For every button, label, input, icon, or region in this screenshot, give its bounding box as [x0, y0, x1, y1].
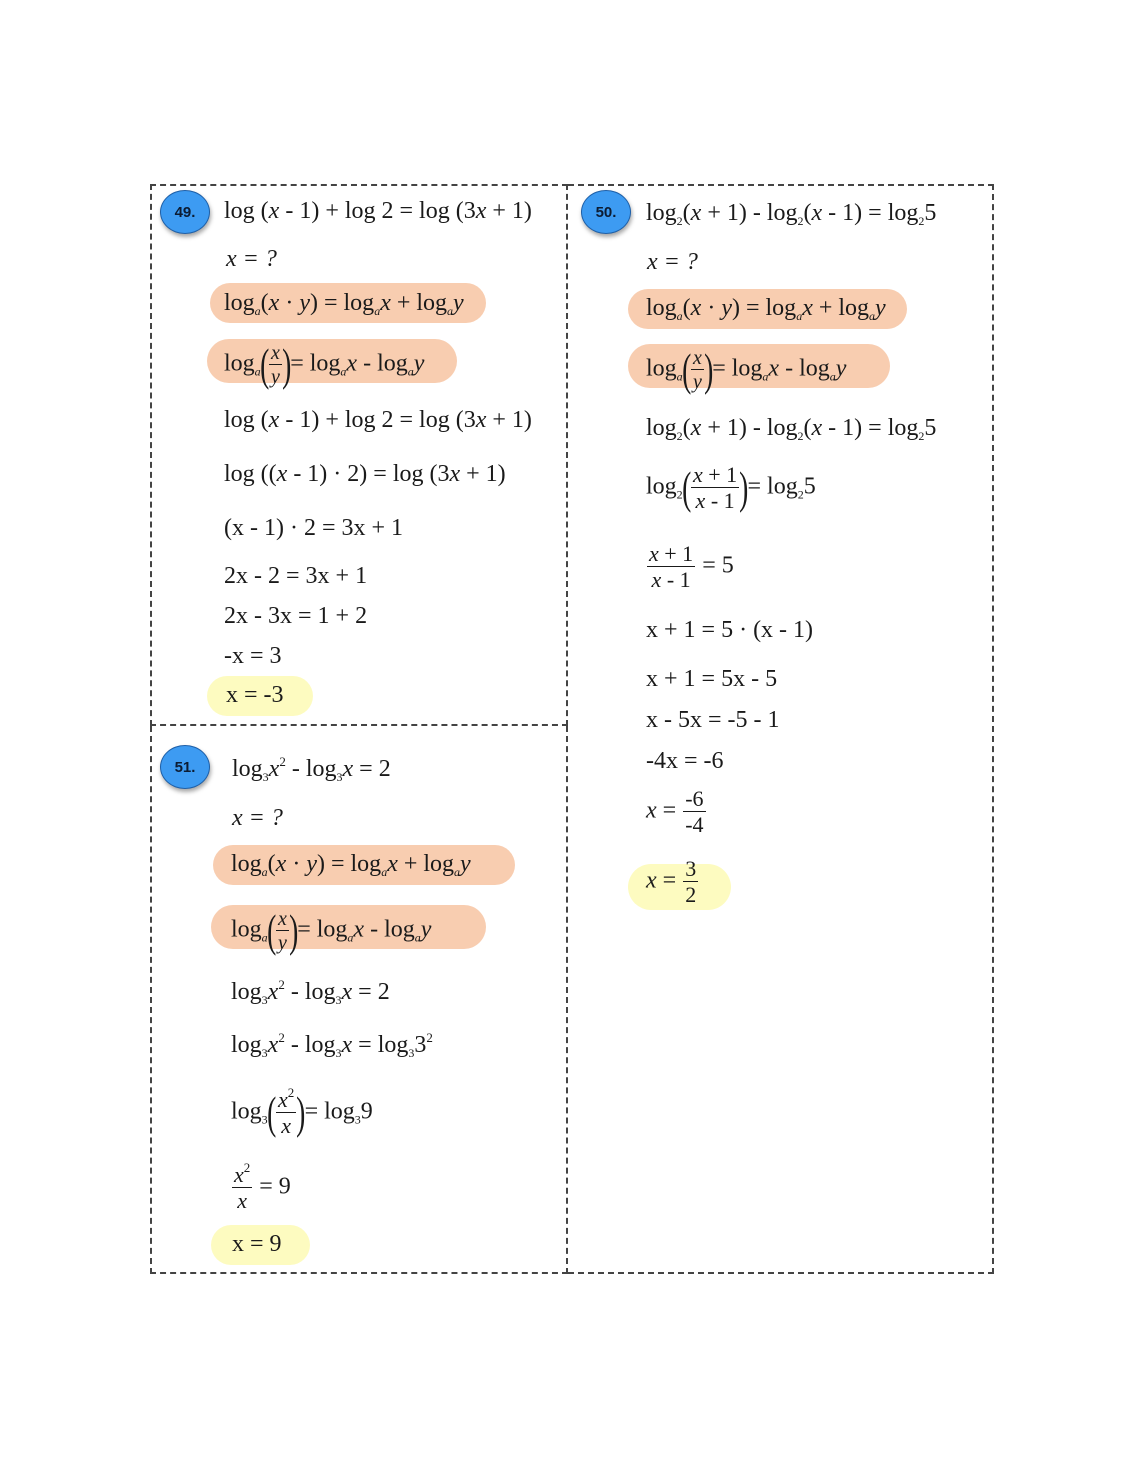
problem-number-badge: 51. [160, 745, 210, 789]
step-line: $\frac{x^2}{x}$ = 9 [234, 1160, 291, 1213]
step-line: (x - 1) · 2 = 3x + 1 [224, 515, 404, 541]
step-line: $\log_3x^2 - \log_3x = \log_33^2$ [231, 1030, 433, 1060]
question-line: x = ? [226, 246, 277, 272]
problem-number-badge: 50. [581, 190, 631, 234]
step-line: log ((x - 1) · 2) = log (3x + 1) [224, 461, 506, 487]
step-line: $\log_2(x + 1) - \log_2(x - 1) = \log_25$ [646, 415, 937, 443]
final-answer: x = $\frac{3}{2}$ [646, 856, 697, 907]
step-line: $\log_3x^2 - \log_3x = 2$ [231, 977, 390, 1007]
step-line: $\log_3$( $\frac{x^2}{x}$ )= $\log_39$ [231, 1085, 373, 1138]
problem-49-panel [150, 184, 568, 726]
quotient-rule: $\log_a$( $\frac{x}{y}$ )= $\log_ax - \log_ay$ [646, 344, 847, 395]
step-line: $\log_2$( $\frac{x + 1}{x - 1}$ )= $\log_25$ [646, 462, 816, 513]
problem-number-badge: 49. [160, 190, 210, 234]
step-line: -x = 3 [224, 643, 282, 669]
question-line: x = ? [647, 249, 698, 275]
step-line: x - 5x = -5 - 1 [646, 707, 780, 733]
step-line: x = $\frac{-6}{-4}$ [646, 786, 704, 837]
step-line: x + 1 = 5x - 5 [646, 666, 778, 692]
quotient-rule: $\log_a$( $\frac{x}{y}$ )= $\log_ax - \log_ay$ [231, 905, 432, 956]
product-rule: $\log_a(x \cdot y) = \log_ax + \log_ay$ [646, 295, 886, 323]
quotient-rule: $\log_a$( $\frac{x}{y}$ )= $\log_ax - \log_ay$ [224, 339, 425, 390]
step-line: -4x = -6 [646, 748, 724, 774]
equation-statement: $\log_2(x + 1) - \log_2(x - 1) = \log_25$ [646, 200, 937, 228]
equation-statement: $\log_3x^2 - \log_3x = 2$ [232, 754, 391, 784]
step-line: $\frac{x + 1}{x - 1}$ = 5 [649, 541, 734, 592]
product-rule: $\log_a(x \cdot y) = \log_ax + \log_ay$ [231, 851, 471, 879]
step-line: log (x - 1) + log 2 = log (3x + 1) [224, 407, 532, 433]
product-rule: $\log_a(x \cdot y) = \log_ax + \log_ay$ [224, 290, 464, 318]
step-line: 2x - 2 = 3x + 1 [224, 563, 368, 589]
equation-statement: log (x - 1) + log 2 = log (3x + 1) [224, 198, 532, 224]
final-answer: x = -3 [226, 682, 284, 708]
step-line: 2x - 3x = 1 + 2 [224, 603, 368, 629]
step-line: x + 1 = 5 · (x - 1) [646, 617, 814, 643]
question-line: x = ? [232, 805, 283, 831]
final-answer: x = 9 [232, 1231, 282, 1257]
